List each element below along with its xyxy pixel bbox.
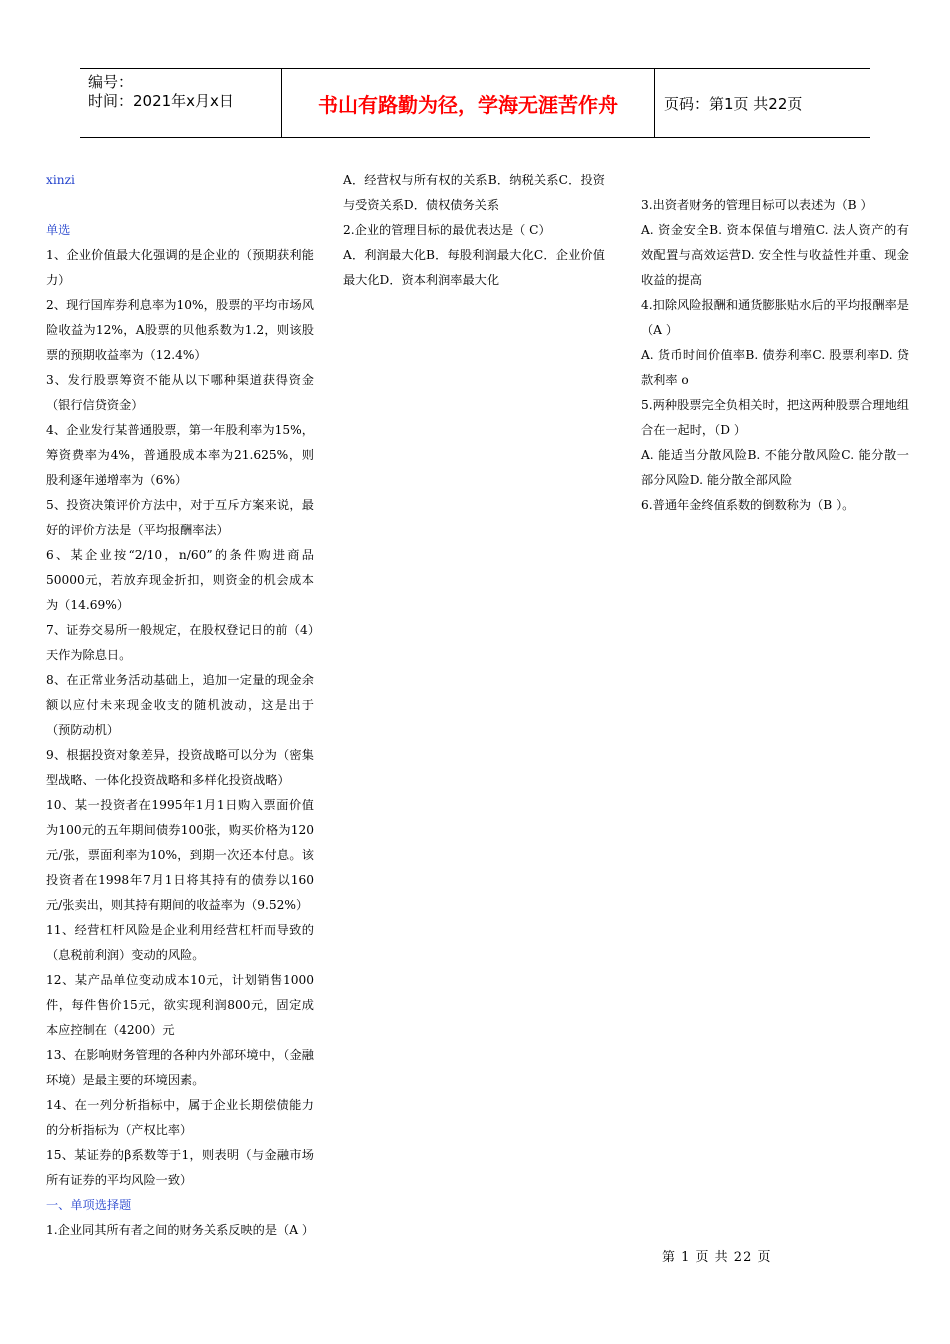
header-left — [88, 73, 280, 111]
question-item: 6、某企业按“2/10，n/60”的条件购进商品50000元，若放弃现金折扣，则资金的机会成本为（14.69%） — [46, 548, 314, 612]
column-3 — [641, 193, 909, 518]
question-item: 1、企业价值最大化强调的是企业的（预期获利能力） — [46, 248, 314, 287]
header-motto: 书山有路勤为径，学海无涯苦作舟 — [318, 92, 618, 117]
header-page-info: 页码：第1页 共22页 — [664, 94, 803, 113]
tag-text: xinzi — [46, 173, 75, 187]
question-item: 8、在正常业务活动基础上，追加一定量的现金余额以应付未来现金收支的随机波动，这是出于（预防动机） — [46, 673, 314, 737]
question-item: 5.两种股票完全负相关时，把这两种股票合理地组合在一起时，（D ） — [641, 398, 909, 437]
answer-options: A. 能适当分散风险B. 不能分散风险C. 能分散一部分风险D. 能分散全部风险 — [641, 448, 909, 487]
question-item: 9、根据投资对象差异，投资战略可以分为（密集型战略、一体化投资战略和多样化投资战略） — [46, 748, 314, 787]
question-item: 14、在一列分析指标中，属于企业长期偿债能力的分析指标为（产权比率） — [46, 1098, 314, 1137]
section-title-2: 一、单项选择题 — [46, 1198, 132, 1212]
question-item: 10、某一投资者在1995年1月1日购入票面价值为100元的五年期间债券100张，购买价格为120元/张，票面利率为10%，到期一次还本付息。该投资者在1998年7月1日将其持有的债券以160元/张卖出，则其持有期间的收益率为（9.52%） — [46, 798, 314, 912]
question-item: 2.企业的管理目标的最优表达是（ C） — [343, 223, 551, 237]
answer-options: A. 资金安全B. 资本保值与增殖C. 法人资产的有效配置与高效运营D. 安全性与收益性并重、现金收益的提高 — [641, 223, 909, 287]
question-item: 11、经营杠杆风险是企业利用经营杠杆而导致的（息税前利润）变动的风险。 — [46, 923, 314, 962]
section-title: 单选 — [46, 223, 71, 237]
answer-options: A. 货币时间价值率B. 债券利率C. 股票利率D. 贷款利率 o — [641, 348, 909, 387]
question-item: 6.普通年金终值系数的倒数称为（B ）。 — [641, 498, 855, 512]
time-label: 时间：2021年x月x日 — [88, 92, 234, 110]
question-item: 13、在影响财务管理的各种内外部环境中，（金融环境）是最主要的环境因素。 — [46, 1048, 314, 1087]
header-divider — [654, 69, 655, 137]
question-item: 5、投资决策评价方法中，对于互斥方案来说，最好的评价方法是（平均报酬率法） — [46, 498, 314, 537]
question-item: 12、某产品单位变动成本10元，计划销售1000件，每件售价15元，欲实现利润800元，固定成本应控制在（4200）元 — [46, 973, 314, 1037]
page-header — [80, 68, 870, 138]
question-item: 3、发行股票筹资不能从以下哪种渠道获得资金（银行信贷资金） — [46, 373, 314, 412]
question-item: 7、证券交易所一般规定，在股权登记日的前（4）天作为除息日。 — [46, 623, 314, 662]
column-1 — [46, 168, 314, 1243]
number-label: 编号： — [88, 73, 134, 91]
column-2 — [343, 168, 605, 293]
answer-options: A．利润最大化B．每股利润最大化C．企业价值最大化D．资本利润率最大化 — [343, 248, 605, 287]
answer-options: A．经营权与所有权的关系B．纳税关系C．投资与受资关系D．债权债务关系 — [343, 173, 605, 212]
question-item: 4.扣除风险报酬和通货膨胀贴水后的平均报酬率是（A ） — [641, 298, 909, 337]
question-item: 15、某证券的β系数等于1，则表明（与金融市场所有证券的平均风险一致） — [46, 1148, 314, 1187]
question-item: 4、企业发行某普通股票，第一年股利率为15%，筹资费率为4%，普通股成本率为21.625%，则股利逐年递增率为（6%） — [46, 423, 314, 487]
question-item: 3.出资者财务的管理目标可以表述为（B ） — [641, 198, 873, 212]
question-item: 2、现行国库券利息率为10%，股票的平均市场风险收益为12%，A股票的贝他系数为1.2，则该股票的预期收益率为（12.4%） — [46, 298, 314, 362]
question-item: 1.企业同其所有者之间的财务关系反映的是（A ） — [46, 1223, 315, 1237]
page-footer: 第 1 页 共 22 页 — [662, 1250, 772, 1265]
